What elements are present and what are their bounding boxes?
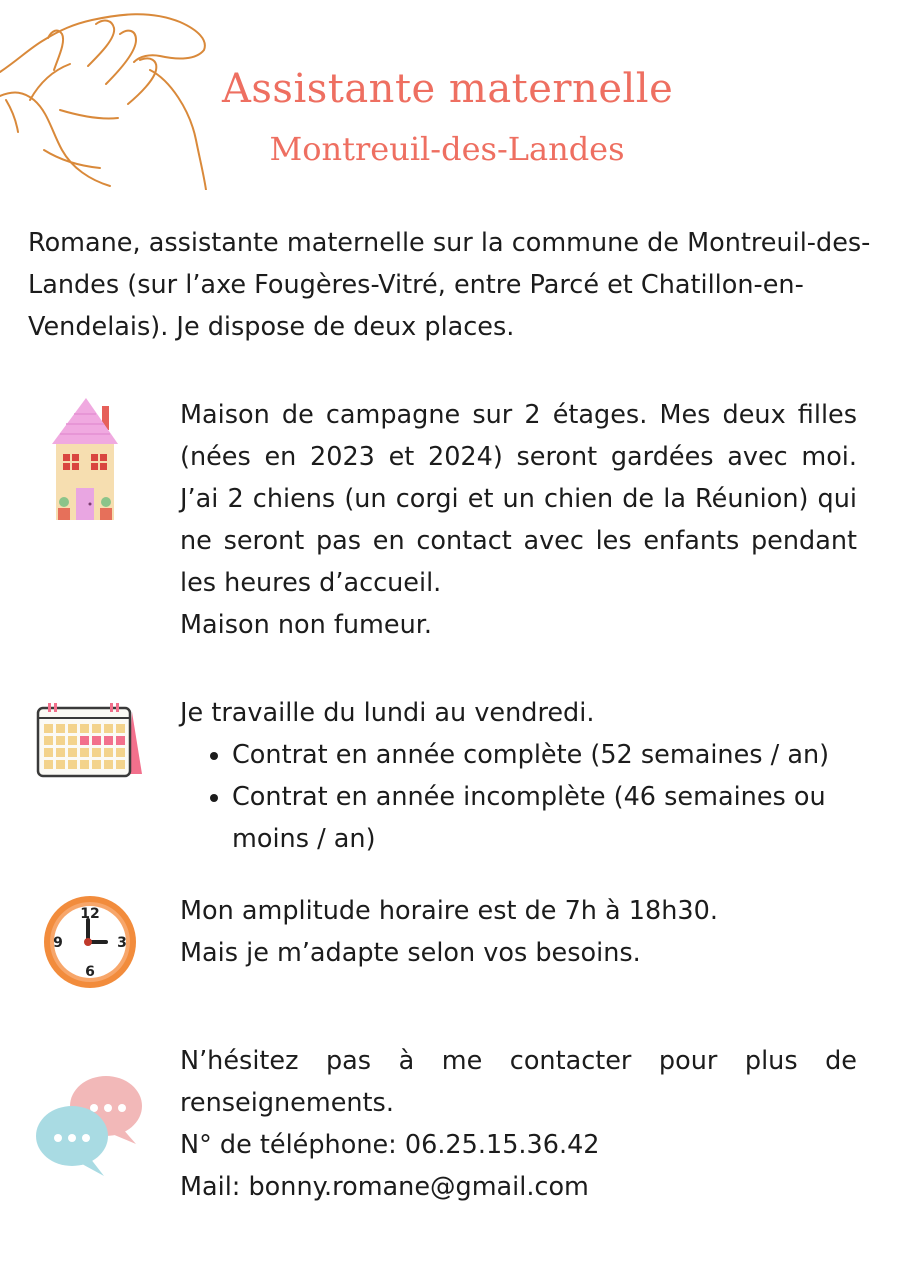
calendar-day-cell <box>68 748 77 757</box>
page-subtitle: Montreuil-des-Landes <box>269 130 625 168</box>
house-paragraph: Maison de campagne sur 2 étages. Mes deux filles (nées en 2023 et 2024) seront gardées avec moi. J’ai 2 chiens (un corgi et un chien de la Réunion) qui ne seront pas en contact avec les enfants pendant les heures d’accueil. <box>180 400 857 598</box>
calendar-day-cell <box>44 736 53 745</box>
house-section <box>180 394 857 646</box>
calendar-day-cell <box>56 748 65 757</box>
adapt-line: Mais je m’adapte selon vos besoins. <box>180 938 641 968</box>
calendar-day-cell <box>116 724 125 733</box>
calendar-day-cell <box>80 736 89 745</box>
calendar-day-cell <box>80 760 89 769</box>
phone-number: N° de téléphone: 06.25.15.36.42 <box>180 1130 600 1160</box>
clock-number-3: 3 <box>117 935 127 951</box>
calendar-day-cell <box>44 724 53 733</box>
contract-list <box>180 734 857 860</box>
contact-section <box>180 1040 857 1208</box>
calendar-day-cell <box>116 748 125 757</box>
contact-paragraph: N’hésitez pas à me contacter pour plus de renseignements. <box>180 1046 857 1118</box>
calendar-day-cell <box>68 760 77 769</box>
hands-illustration <box>0 0 215 190</box>
calendar-day-cell <box>92 748 101 757</box>
non-smoking-note: Maison non fumeur. <box>180 610 432 640</box>
calendar-day-cell <box>92 760 101 769</box>
calendar-day-cell <box>92 736 101 745</box>
intro-paragraph: Romane, assistante maternelle sur la commune de Montreuil-des-Landes (sur l’axe Fougères-Vitré, entre Parcé et Chatillon-en-Vendelais). Je dispose de deux places. <box>28 228 871 342</box>
calendar-day-cell <box>104 760 113 769</box>
calendar-day-cell <box>116 760 125 769</box>
clock-number-6: 6 <box>85 964 95 980</box>
calendar-day-cell <box>56 736 65 745</box>
hours-section <box>180 890 857 974</box>
list-item: • Contrat en année incomplète (46 semaines ou moins / an) <box>232 776 857 860</box>
house-icon <box>50 396 120 524</box>
schedule-section <box>180 692 857 860</box>
calendar-day-cell <box>44 748 53 757</box>
chat-bubbles-icon <box>34 1072 146 1180</box>
list-item: • Contrat en année complète (52 semaines / an) <box>232 734 857 776</box>
calendar-icon <box>36 702 146 780</box>
clock-icon <box>40 892 140 992</box>
calendar-day-cell <box>80 724 89 733</box>
calendar-day-cell <box>104 736 113 745</box>
calendar-day-cell <box>104 724 113 733</box>
calendar-day-cell <box>56 760 65 769</box>
calendar-day-cell <box>68 724 77 733</box>
clock-number-9: 9 <box>53 935 63 951</box>
calendar-day-cell <box>68 736 77 745</box>
hours-line: Mon amplitude horaire est de 7h à 18h30. <box>180 896 718 926</box>
calendar-day-cell <box>44 760 53 769</box>
calendar-day-cell <box>56 724 65 733</box>
calendar-day-cell <box>92 724 101 733</box>
calendar-day-cell <box>80 748 89 757</box>
email-address: Mail: bonny.romane@gmail.com <box>180 1172 589 1202</box>
schedule-intro: Je travaille du lundi au vendredi. <box>180 698 595 728</box>
page-title: Assistante maternelle <box>222 66 674 112</box>
calendar-day-cell <box>104 748 113 757</box>
calendar-day-cell <box>116 736 125 745</box>
clock-number-12: 12 <box>80 906 100 922</box>
